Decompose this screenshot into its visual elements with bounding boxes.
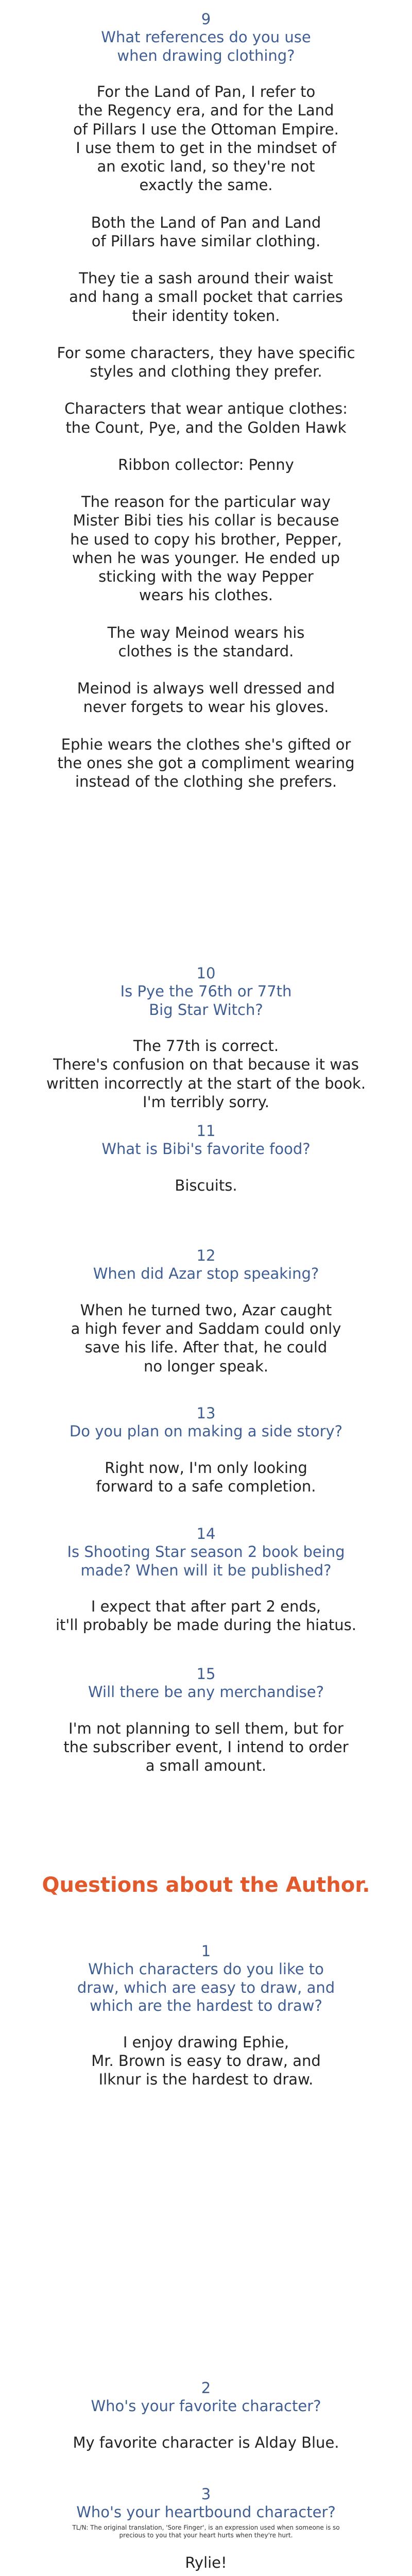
question-text: When did Azar stop speaking? <box>93 1265 319 1283</box>
answer-paragraph: Rylie! <box>185 2553 227 2571</box>
answer-paragraph: The 77th is correct. There's confusion on that because it was written incorrectly at the start of the book. I'm terribly sorry. <box>46 1037 366 1111</box>
qa-11 <box>0 1122 412 1213</box>
question-number: 1 <box>201 1942 211 1960</box>
answer-paragraph: My favorite character is Alday Blue. <box>73 2433 339 2451</box>
question-number: 15 <box>196 1665 216 1683</box>
author-qa-1 <box>0 1942 412 2107</box>
answer-paragraph: I enjoy drawing Ephie, Mr. Brown is easy to draw, and Ilknur is the hardest to draw. <box>91 2033 321 2088</box>
answer-paragraph: Characters that wear antique clothes: the Count, Pye, and the Golden Hawk <box>64 400 348 436</box>
qa-15 <box>0 1665 412 1794</box>
answer-paragraph: I expect that after part 2 ends, it'll probably be made during the hiatus. <box>55 1598 357 1634</box>
qa-9 <box>0 10 412 809</box>
question-number: 12 <box>196 1247 216 1264</box>
answer-paragraph: Ephie wears the clothes she's gifted or the ones she got a compliment wearing instead of the clothing she prefers. <box>57 735 355 791</box>
answer-paragraph: Both the Land of Pan and Land of Pillars have similar clothing. <box>91 213 321 250</box>
author-qa-2 <box>0 2379 412 2470</box>
author-qa-3 <box>0 2485 412 2576</box>
question-text: Do you plan on making a side story? <box>69 1422 343 1440</box>
question-text: Will there be any merchandise? <box>88 1683 324 1701</box>
question-number: 9 <box>201 10 211 28</box>
question-number: 11 <box>196 1122 216 1140</box>
answer-paragraph: Biscuits. <box>175 1176 237 1194</box>
section-title-author: Questions about the Author. <box>42 1873 370 1897</box>
translator-note: TL/N: The original translation, 'Sore Finger', is an expression used when someone is so precious to you that your heart hurts when they're hurt. <box>72 2523 340 2539</box>
qa-12 <box>0 1247 412 1394</box>
question-text: Who's your favorite character? <box>91 2397 321 2415</box>
answer-paragraph: For the Land of Pan, I refer to the Regency era, and for the Land of Pillars I use the Ottoman Empire. I use them to get in the mindset of an exotic land, so they're not exactly the same. <box>73 83 339 194</box>
answer-paragraph: When he turned two, Azar caught a high fever and Saddam could only save his life. After that, he could no longer speak. <box>71 1301 341 1375</box>
qa-14 <box>0 1525 412 1653</box>
question-text: What is Bibi's favorite food? <box>101 1140 311 1158</box>
answer-paragraph: I'm not planning to sell them, but for the subscriber event, I intend to order a small amount. <box>63 1719 349 1775</box>
question-number: 13 <box>196 1404 216 1422</box>
answer-paragraph: Meinod is always well dressed and never forgets to wear his gloves. <box>77 680 335 716</box>
question-number: 14 <box>196 1525 216 1543</box>
question-text: Is Pye the 76th or 77th Big Star Witch? <box>120 982 292 1019</box>
answer-paragraph: For some characters, they have specific styles and clothing they prefer. <box>57 344 355 381</box>
question-text: Which characters do you like to draw, which are easy to draw, and which are the hardest to draw? <box>77 1960 335 2015</box>
qa-10 <box>0 964 412 1130</box>
question-text: Who's your heartbound character? <box>76 2503 336 2521</box>
answer-paragraph: They tie a sash around their waist and hang a small pocket that carries their identity token. <box>69 269 343 325</box>
answer-paragraph: The way Meinod wears his clothes is the standard. <box>107 623 305 660</box>
qa-13 <box>0 1404 412 1514</box>
question-number: 10 <box>196 964 216 982</box>
question-text: Is Shooting Star season 2 book being made? When will it be published? <box>67 1543 345 1579</box>
answer-paragraph: Ribbon collector: Penny <box>118 455 294 473</box>
answer-paragraph: The reason for the particular way Mister Bibi ties his collar is because he used to copy his brother, Pepper, when he was younger. He ended up sticking with the way Pepper wears his clothes. <box>70 493 342 604</box>
question-number: 3 <box>201 2485 211 2503</box>
question-text: What references do you use when drawing clothing? <box>101 28 311 64</box>
question-number: 2 <box>201 2379 211 2397</box>
answer-paragraph: Right now, I'm only looking forward to a safe completion. <box>96 1459 316 1495</box>
